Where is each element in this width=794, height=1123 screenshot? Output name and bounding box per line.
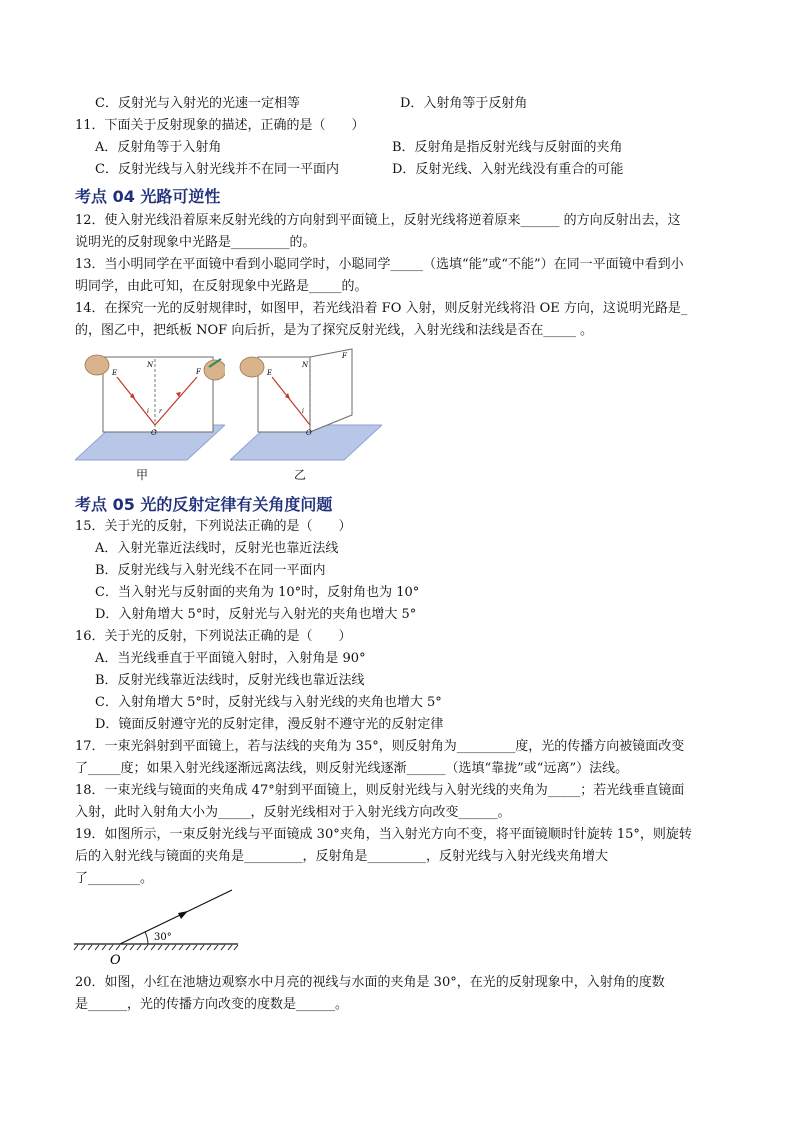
q10-option-c: C．反射光与入射光的光速一定相等 bbox=[95, 96, 300, 111]
q14a-label-i: i bbox=[147, 408, 149, 415]
q11-option-c: C．反射光线与入射光线并不在同一平面内 bbox=[95, 162, 339, 177]
q14b-label-i: i bbox=[302, 408, 304, 415]
q14-figure-b-caption: 乙 bbox=[294, 468, 307, 482]
q14a-label-o: O bbox=[151, 429, 157, 437]
q14b-label-o: O bbox=[306, 429, 312, 437]
q14-line-2: 的，图乙中，把纸板 NOF 向后折，是为了探究反射光线，入射光线和法线是否在_____ 。 bbox=[75, 323, 593, 338]
q13-line-1: 13．当小明同学在平面镜中看到小聪同学时，小聪同学_____（选填“能”或“不能”）在同一平面镜中看到小 bbox=[75, 257, 684, 272]
q14-figure-b bbox=[230, 345, 382, 467]
q16-option-d: D．镜面反射遵守光的反射定律，漫反射不遵守光的反射定律 bbox=[95, 717, 444, 732]
q14a-label-r: r bbox=[159, 408, 162, 415]
q11-stem: 11．下面关于反射现象的描述，正确的是（ ） bbox=[75, 118, 365, 133]
q11-option-a: A．反射角等于入射角 bbox=[95, 140, 222, 155]
section-04-heading: 考点 04 光路可逆性 bbox=[75, 187, 221, 206]
q14b-label-n: N bbox=[302, 361, 309, 369]
q16-option-a: A．当光线垂直于平面镜入射时，入射角是 90° bbox=[95, 651, 366, 666]
q14a-label-e: E bbox=[112, 369, 118, 377]
q15-option-a: A．入射光靠近法线时，反射光也靠近法线 bbox=[95, 541, 339, 556]
q18-line-1: 18．一束光线与镜面的夹角成 47°射到平面镜上，则反射光线与入射光线的夹角为_____；若光线垂直镜面 bbox=[75, 783, 685, 798]
q19-line-3: 了________。 bbox=[75, 871, 154, 886]
q10-option-d: D．入射角等于反射角 bbox=[400, 96, 528, 111]
q14b-label-f: F bbox=[342, 352, 347, 360]
q14a-label-f: F bbox=[196, 368, 201, 376]
q12-line-2: 说明光的反射现象中光路是_________的。 bbox=[75, 235, 316, 250]
q19-point-label: O bbox=[110, 953, 121, 968]
q16-option-b: B．反射光线靠近法线时，反射光线也靠近法线 bbox=[95, 673, 365, 688]
q11-option-b: B．反射角是指反射光线与反射面的夹角 bbox=[392, 140, 623, 155]
q20-line-2: 是______，光的传播方向改变的度数是______。 bbox=[75, 997, 349, 1012]
q12-line-1: 12．使入射光线沿着原来反射光线的方向射到平面镜上，反射光线将逆着原来______ 的方向反射出去，这 bbox=[75, 213, 681, 228]
q14-figure-a bbox=[75, 345, 225, 467]
q14b-label-e: E bbox=[267, 369, 273, 377]
q14-line-1: 14．在探究一光的反射规律时，如图甲，若光线沿着 FO 入射，则反射光线将沿 OE 方向，这说明光路是_ bbox=[75, 301, 688, 316]
q20-line-1: 20．如图，小红在池塘边观察水中月亮的视线与水面的夹角是 30°，在光的反射现象中，入射角的度数 bbox=[75, 975, 665, 990]
q16-option-c: C．入射角增大 5°时，反射光线与入射光线的夹角也增大 5° bbox=[95, 695, 442, 710]
q19-line-2: 后的入射光线与镜面的夹角是_________，反射角是_________，反射光线与入射光线夹角增大 bbox=[75, 849, 609, 864]
q18-line-2: 入射，此时入射角大小为_____，反射光线相对于入射光线方向改变______。 bbox=[75, 805, 511, 820]
q16-stem: 16．关于光的反射，下列说法正确的是（ ） bbox=[75, 629, 352, 644]
q19-line-1: 19．如图所示，一束反射光线与平面镜成 30°夹角，当入射光方向不变，将平面镜顺时针旋转 15°，则旋转 bbox=[75, 827, 692, 842]
q15-option-b: B．反射光线与入射光线不在同一平面内 bbox=[95, 563, 326, 578]
q11-option-d: D．反射光线、入射光线没有重合的可能 bbox=[392, 162, 624, 177]
q17-line-2: 了_____度；如果入射光线逐渐远离法线，则反射光线逐渐______（选填“靠拢”或“远离”）法线。 bbox=[75, 761, 629, 776]
q13-line-2: 明同学，由此可知，在反射现象中光路是_____的。 bbox=[75, 279, 368, 294]
q14-figure-a-caption: 甲 bbox=[136, 468, 149, 482]
q15-stem: 15．关于光的反射，下列说法正确的是（ ） bbox=[75, 519, 352, 534]
q19-figure bbox=[72, 888, 242, 970]
q14a-label-n: N bbox=[147, 361, 154, 369]
section-05-heading: 考点 05 光的反射定律有关角度问题 bbox=[75, 495, 333, 514]
q17-line-1: 17．一束光斜射到平面镜上，若与法线的夹角为 35°，则反射角为_________度，光的传播方向被镜面改变 bbox=[75, 739, 685, 754]
q15-option-c: C．当入射光与反射面的夹角为 10°时，反射角也为 10° bbox=[95, 585, 420, 600]
q15-option-d: D．入射角增大 5°时，反射光与入射光的夹角也增大 5° bbox=[95, 607, 417, 622]
q19-angle-label: 30° bbox=[154, 932, 172, 943]
